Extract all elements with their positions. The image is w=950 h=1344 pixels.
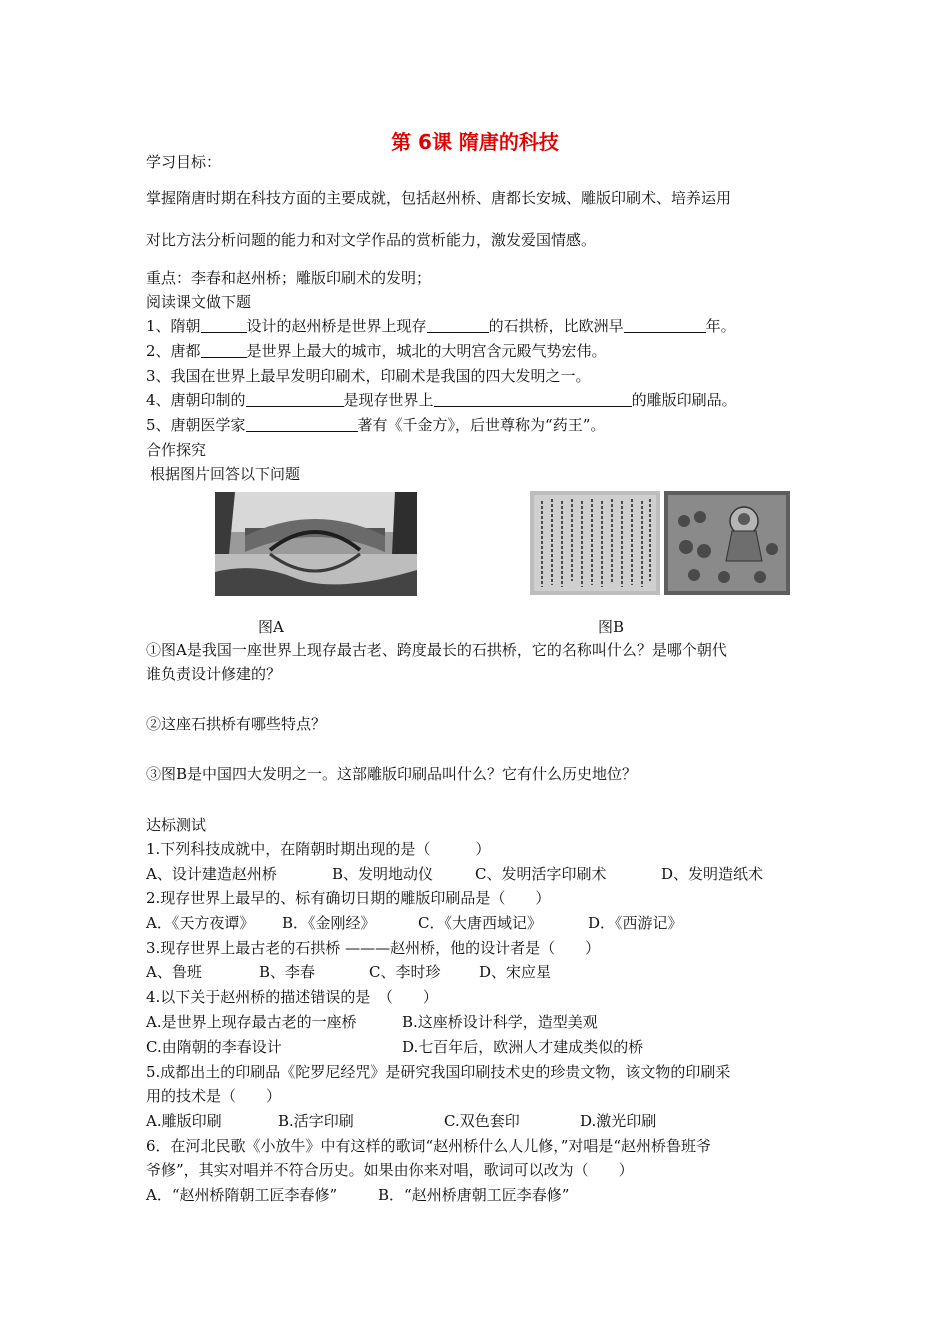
fill-blank[interactable] (427, 316, 489, 333)
page-title: 第 6课 隋唐的科技 (391, 130, 559, 154)
test-q3-stem: 3.现存世界上最古老的石拱桥 ———赵州桥，他的设计者是（ ） (146, 939, 601, 957)
test-q4-stem: 4.以下关于赵州桥的描述错误的是 （ ） (146, 988, 438, 1006)
test-q6-options (146, 1185, 569, 1205)
option-c[interactable]: C、李时珍 (369, 963, 441, 981)
test-q1-options (146, 864, 763, 884)
test-q1-stem: 1.下列科技成就中，在隋朝时期出现的是（ ） (146, 840, 491, 858)
sutra-frontispiece-photo (664, 491, 790, 595)
test-q4-options-row-1 (146, 1012, 598, 1032)
option-c[interactable]: C、发明活字印刷术 (475, 865, 607, 883)
test-q5-stem-cont: 用的技术是（ ） (146, 1087, 282, 1105)
key-points: 重点：李春和赵州桥；雕版印刷术的发明； (146, 269, 432, 287)
option-c[interactable]: C.双色套印 (444, 1112, 520, 1130)
test-q2-stem: 2.现存世界上最早的、标有确切日期的雕版印刷品是（ ） (146, 889, 551, 907)
option-c[interactable]: C．《大唐西域记》 (418, 914, 542, 932)
cooperation-q2: ②这座石拱桥有哪些特点？ (146, 715, 327, 733)
sutra-text-photo (530, 491, 660, 595)
fill-blank[interactable] (201, 316, 247, 333)
option-b[interactable]: B.活字印刷 (278, 1112, 354, 1130)
cooperation-q1-line-1: ①图A是我国一座世界上现存最古老、跨度最长的石拱桥，它的名称叫什么？是哪个朝代 (146, 641, 727, 659)
test-q6-stem: 6．在河北民歌《小放牛》中有这样的歌词“赵州桥什么人儿修，”对唱是“赵州桥鲁班爷 (146, 1137, 712, 1155)
option-a[interactable]: A．《天方夜谭》 (146, 914, 255, 932)
option-d[interactable]: D、发明造纸术 (661, 865, 764, 883)
option-a[interactable]: A.雕版印刷 (146, 1112, 222, 1130)
objectives-heading: 学习目标： (146, 153, 222, 171)
test-q5-stem: 5.成都出土的印刷品《陀罗尼经咒》是研究我国印刷技术史的珍贵文物，该文物的印刷采 (146, 1063, 731, 1081)
reading-q2: 2、唐都 是世界上最大的城市，城北的大明宫含元殿气势宏伟。 (146, 342, 607, 360)
test-heading: 达标测试 (146, 816, 207, 834)
caption-a: 图A (258, 618, 284, 636)
option-a[interactable]: A.是世界上现存最古老的一座桥 (146, 1013, 357, 1031)
option-a[interactable]: A、设计建造赵州桥 (146, 865, 277, 883)
objectives-line-2: 对比方法分析问题的能力和对文学作品的赏析能力，激发爱国情感。 (146, 231, 597, 249)
option-b[interactable]: B．《金刚经》 (282, 914, 376, 932)
option-d[interactable]: D.七百年后，欧洲人才建成类似的桥 (402, 1038, 644, 1056)
objectives-line-1: 掌握隋唐时期在科技方面的主要成就，包括赵州桥、唐都长安城、雕版印刷术、培养运用 (146, 189, 732, 207)
option-c[interactable]: C.由隋朝的李春设计 (146, 1038, 282, 1056)
option-d[interactable]: D．《西游记》 (588, 914, 683, 932)
cooperation-q3: ③图B是中国四大发明之一。这部雕版印刷品叫什么？它有什么历史地位？ (146, 765, 638, 783)
reading-q3: 3、我国在世界上最早发明印刷术，印刷术是我国的四大发明之一。 (146, 367, 591, 385)
reading-heading: 阅读课文做下题 (146, 293, 252, 311)
option-b[interactable]: B、李春 (259, 963, 316, 981)
option-b[interactable]: B．“赵州桥唐朝工匠李春修” (378, 1186, 570, 1204)
fill-blank[interactable] (246, 415, 358, 432)
option-b[interactable]: B、发明地动仪 (332, 865, 434, 883)
fill-blank[interactable] (434, 390, 632, 407)
reading-q4: 4、唐朝印制的 是现存世界上 的雕版印刷品。 (146, 391, 737, 409)
option-b[interactable]: B.这座桥设计科学，造型美观 (402, 1013, 598, 1031)
option-a[interactable]: A、鲁班 (146, 963, 202, 981)
test-q2-options (146, 913, 683, 933)
option-d[interactable]: D、宋应星 (479, 963, 552, 981)
test-q6-stem-cont: 爷修”，其实对唱并不符合历史。如果由你来对唱，歌词可以改为（ ） (146, 1161, 634, 1179)
cooperation-heading: 合作探究 (146, 441, 207, 459)
test-q4-options-row-2 (146, 1037, 643, 1057)
reading-q1: 1、隋朝 设计的赵州桥是世界上现存 的石拱桥，比欧洲早 年。 (146, 317, 736, 335)
option-d[interactable]: D.激光印刷 (580, 1112, 657, 1130)
reading-q5: 5、唐朝医学家 著有《千金方》，后世尊称为“药王”。 (146, 416, 606, 434)
fill-blank[interactable] (624, 316, 706, 333)
bridge-photo (215, 492, 417, 596)
cooperation-q1-line-2: 谁负责设计修建的？ (146, 665, 282, 683)
fill-blank[interactable] (201, 341, 247, 358)
option-a[interactable]: A．“赵州桥隋朝工匠李春修” (146, 1186, 338, 1204)
cooperation-subheading: 根据图片回答以下问题 (150, 465, 301, 483)
caption-b: 图B (598, 618, 625, 636)
fill-blank[interactable] (246, 390, 344, 407)
test-q5-options (146, 1111, 656, 1131)
test-q3-options (146, 962, 551, 982)
